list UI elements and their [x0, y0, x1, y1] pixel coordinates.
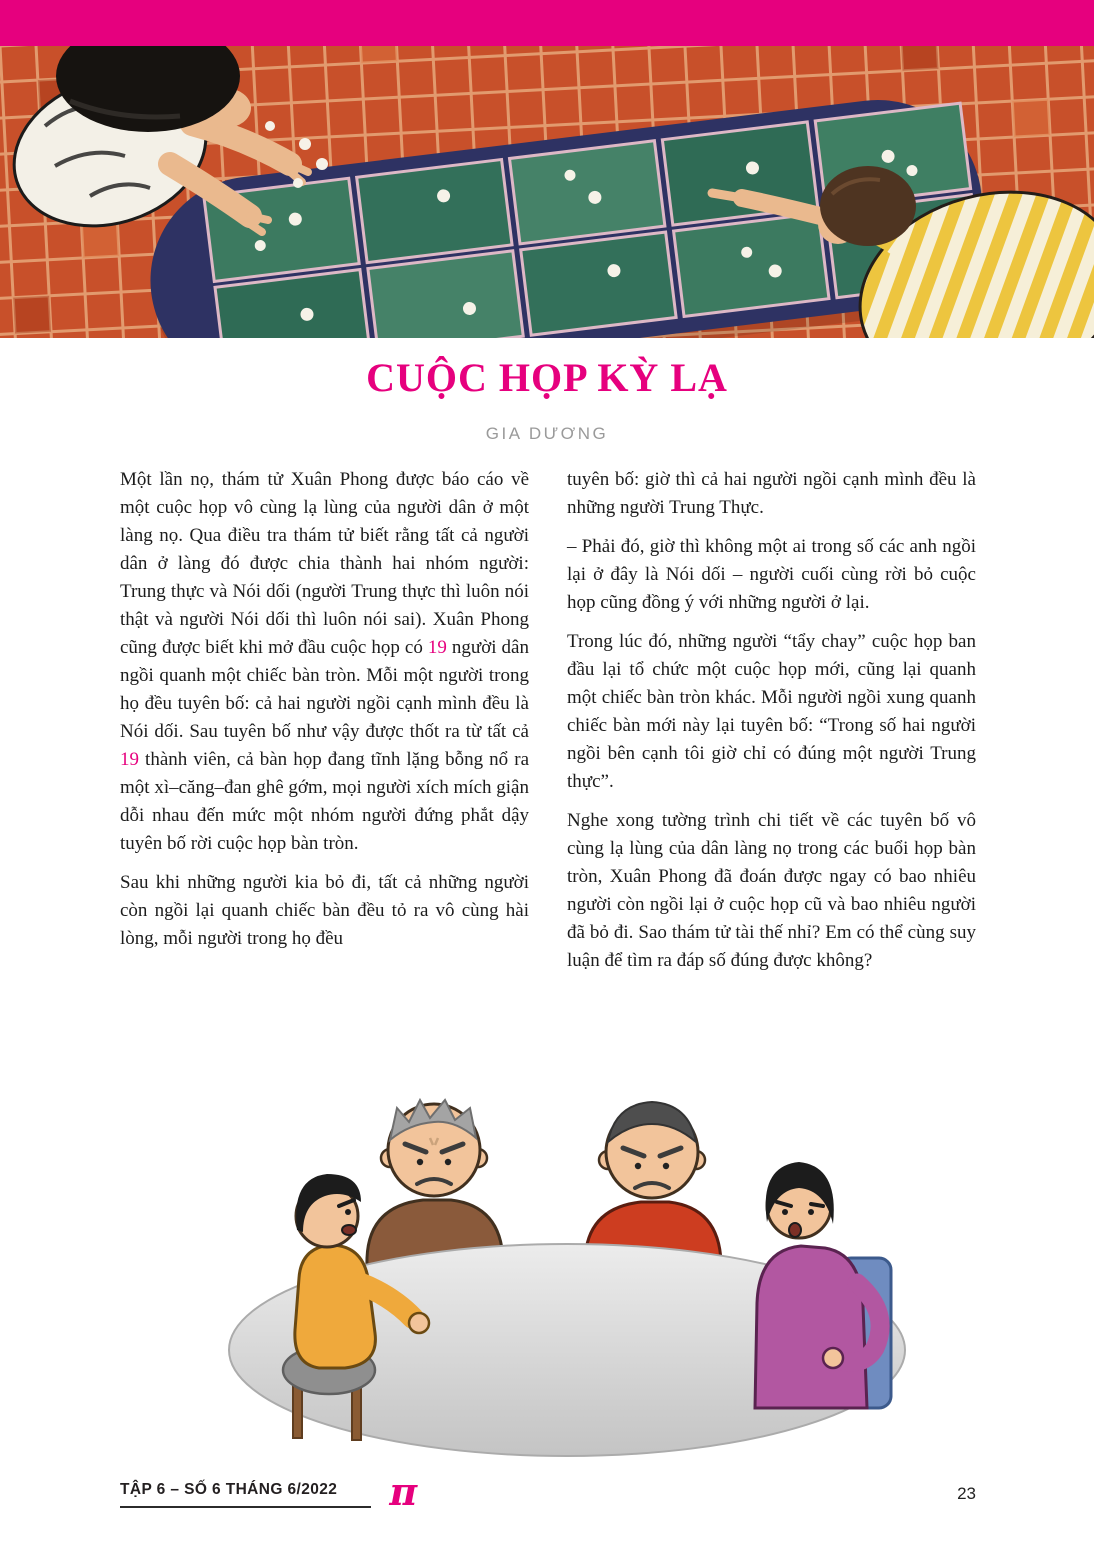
paragraph: – Phải đó, giờ thì không một ai trong số các anh ngồi lại ở đây là Nói dối – người cuối cùng rời bỏ cuộc họp cũng đồng ý với những người ở lại.: [567, 536, 976, 613]
left-column: [120, 466, 529, 986]
page-footer: [120, 1469, 976, 1514]
header-illustration: [0, 46, 1094, 338]
highlighted-number: 19: [427, 637, 447, 658]
top-accent-bar: [0, 0, 1094, 46]
purple-woman-torso: [755, 1246, 867, 1408]
footer-left: [120, 1469, 418, 1514]
page-number: 23: [957, 1484, 976, 1504]
paragraph: Trong lúc đó, những người “tẩy chay” cuộc họp ban đầu lại tổ chức một cuộc họp mới, cũng lại quanh một chiếc bàn tròn khác. Mỗi người ngồi xung quanh chiếc bàn mới này lại tuyên bố: “Trong số hai người ngồi bên cạnh tôi giờ chỉ có đúng một người Trung thực”.: [567, 631, 976, 792]
paragraph: Nghe xong tường trình chi tiết về các tuyên bố vô cùng lạ lùng của dân làng nọ trong các buổi họp bàn tròn, Xuân Phong đã đoán được ngay có bao nhiêu người còn ngồi lại ở cuộc họp cũ và bao nhiêu người đã bỏ đi. Sao thám tử tài thế nhỉ? Em có thể cùng suy luận để tìm ra đáp số đúng được không?: [567, 810, 976, 971]
header-illustration-svg: [0, 46, 1094, 338]
paragraph: Một lần nọ, thám tử Xuân Phong được báo cáo về một cuộc họp vô cùng lạ lùng của người dân ở một làng nọ. Qua điều tra thám tử biết rằng tất cả người dân ở làng đó được chia thành hai nhóm người: Trung thực và Nói dối (người Trung thực thì luôn nói thật và người Nói dối thì luôn nói sai). Xuân Phong cũng được biết khi mở đầu cuộc họp có 19 người dân ngồi quanh một chiếc bàn tròn. Mỗi một người trong họ đều tuyên bố: cả hai người ngồi cạnh mình đều là Nói dối. Sau tuyên bố như vậy được thốt ra từ tất cả 19 thành viên, cả bàn họp đang tĩnh lặng bỗng nổ ra một xì–căng–đan ghê gớm, mọi người xích mích giận dỗi nhau đến mức một nhóm người đứng phắt dậy tuyên bố rời cuộc họp bàn tròn.: [120, 469, 529, 854]
paragraph: tuyên bố: giờ thì cả hai người ngồi cạnh mình đều là những người Trung Thực.: [567, 469, 976, 518]
right-column: [567, 466, 976, 986]
article-title: CUỘC HỌP KỲ LẠ: [366, 355, 728, 400]
issue-label: TẬP 6 – SỐ 6 THÁNG 6/2022: [120, 1481, 371, 1508]
pointing-finger: [712, 193, 742, 198]
yellow-woman-torso: [295, 1245, 376, 1368]
article-body: [120, 466, 976, 986]
article-author: GIA DƯƠNG: [485, 424, 609, 443]
paragraph: Sau khi những người kia bỏ đi, tất cả những người còn ngồi lại quanh chiếc bàn đều tỏ ra vô cùng hài lòng, mỗi người trong họ đều: [120, 872, 529, 949]
pi-magazine-logo: π: [389, 1469, 418, 1514]
highlighted-number: 19: [120, 749, 139, 770]
meeting-illustration-svg: [227, 1078, 907, 1460]
character-purple-woman: [755, 1162, 880, 1408]
meeting-illustration: [227, 1078, 907, 1460]
